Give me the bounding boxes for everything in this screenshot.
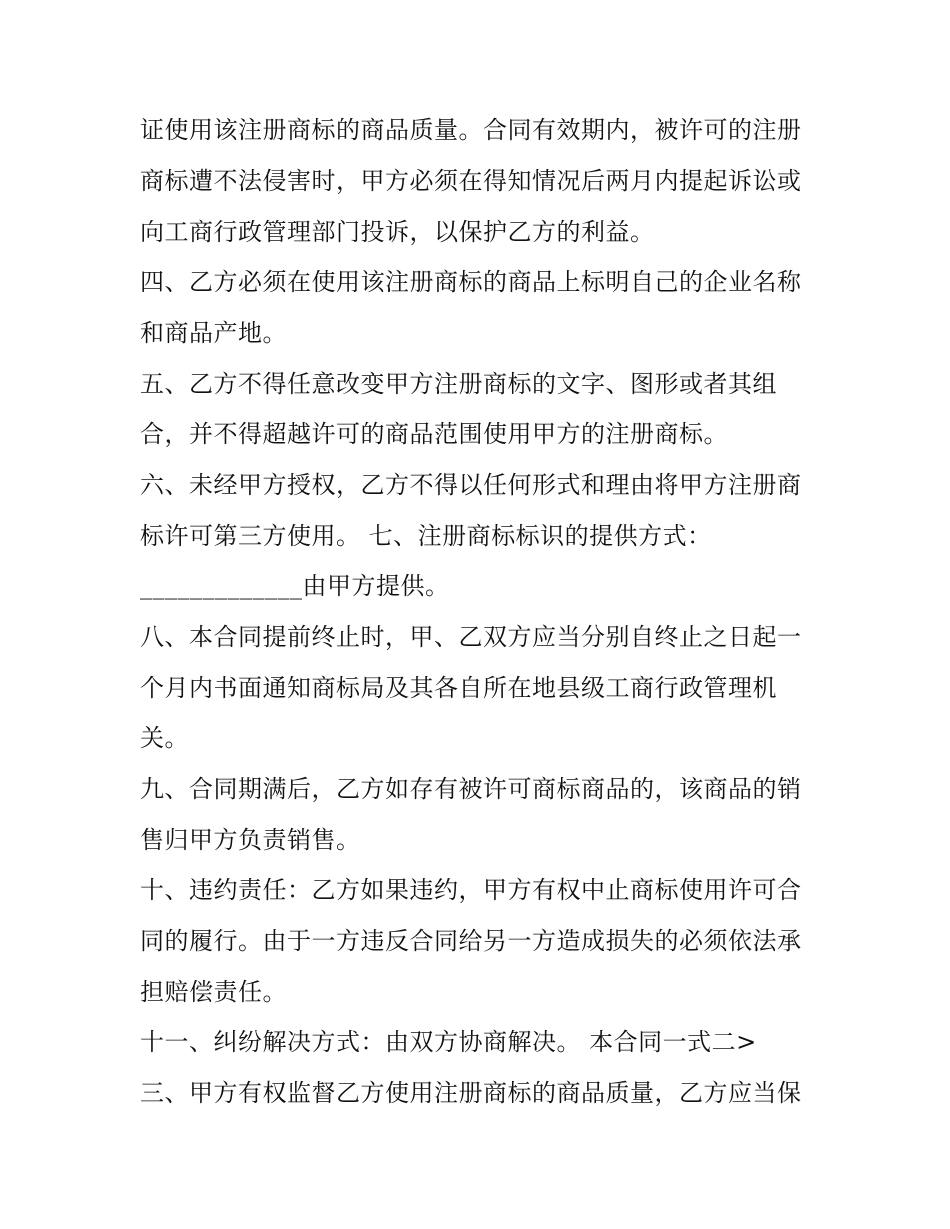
text-line: 同的履行。由于一方违反合同给另一方造成损失的必须依法承: [140, 927, 802, 955]
text-line: 关。: [140, 724, 189, 752]
text-line: 担赔偿责任。: [140, 978, 287, 1006]
text-line: 合，并不得超越许可的商品范围使用甲方的注册商标。: [140, 420, 728, 448]
text-line: 证使用该注册商标的商品质量。合同有效期内，被许可的注册: [140, 116, 802, 144]
text-line: 十一、纠纷解决方式：由双方协商解决。 本合同一式二>: [140, 1028, 757, 1056]
text-line: 十、违约责任：乙方如果违约，甲方有权中止商标使用许可合: [140, 876, 802, 904]
text-line: 四、乙方必须在使用该注册商标的商品上标明自己的企业名称: [140, 268, 802, 296]
text-line: 售归甲方负责销售。: [140, 826, 361, 854]
text-line: 商标遭不法侵害时，甲方必须在得知情况后两月内提起诉讼或: [140, 167, 802, 195]
text-line: 个月内书面通知商标局及其各自所在地县级工商行政管理机: [140, 674, 777, 702]
text-line: 标许可第三方使用。 七、注册商标标识的提供方式：: [140, 522, 712, 550]
text-line: 五、乙方不得任意改变甲方注册商标的文字、图形或者其组: [140, 370, 777, 398]
text-line: 六、未经甲方授权，乙方不得以任何形式和理由将甲方注册商: [140, 471, 802, 499]
text-line: _____________由甲方提供。: [140, 572, 450, 600]
text-line: 和商品产地。: [140, 319, 287, 347]
text-line: 向工商行政管理部门投诉，以保护乙方的利益。: [140, 218, 655, 246]
text-line: 八、本合同提前终止时，甲、乙双方应当分别自终止之日起一: [140, 623, 802, 651]
text-line: 九、合同期满后，乙方如存有被许可商标商品的，该商品的销: [140, 775, 802, 803]
text-line: 三、甲方有权监督乙方使用注册商标的商品质量，乙方应当保: [140, 1079, 802, 1107]
